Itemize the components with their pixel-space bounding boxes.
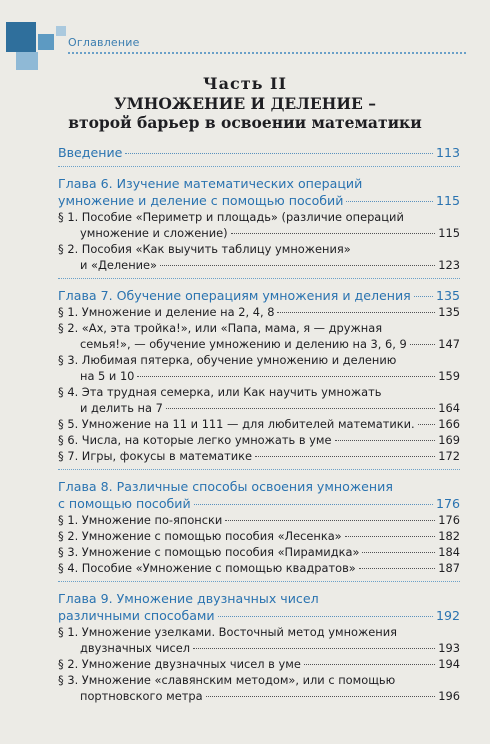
toc-entry-text: § 6. Числа, на которые легко умножать в уме	[58, 433, 332, 447]
running-header: Оглавление	[68, 36, 140, 49]
dot-leader	[418, 424, 435, 425]
toc-entry-text: § 1. Умножение и деление на 2, 4, 8	[58, 305, 275, 319]
toc-entry-text: двузначных чисел	[80, 641, 191, 655]
toc-chapter-entry[interactable]	[58, 287, 460, 304]
table-of-contents	[58, 144, 460, 704]
toc-entry-text: Глава 7. Обучение операциям умножения и деления	[58, 288, 411, 303]
part-number: Часть II	[202, 74, 288, 93]
toc-entry-line	[58, 432, 460, 448]
toc-section-entry[interactable]	[58, 304, 460, 320]
toc-entry-text: Глава 8. Различные способы освоения умножения	[58, 479, 393, 494]
toc-entry-text: умножение и сложение)	[80, 226, 228, 240]
page-number: 135	[438, 305, 460, 319]
toc-entry-text: § 5. Умножение на 11 и 111 — для любителей математики.	[58, 417, 415, 431]
page-number: 196	[438, 689, 460, 703]
toc-entry-text: с помощью пособий	[58, 496, 191, 511]
dot-leader	[359, 568, 435, 569]
part-title-line2: второй барьер в освоении математики	[68, 113, 422, 132]
toc-entry-line	[58, 528, 460, 544]
page-number: 115	[438, 226, 460, 240]
toc-entry-line	[58, 400, 460, 416]
toc-section-entry[interactable]	[58, 448, 460, 464]
dot-leader	[345, 536, 435, 537]
page-number: 172	[438, 449, 460, 463]
toc-chapter-entry[interactable]	[58, 478, 460, 512]
toc-section-entry[interactable]	[58, 384, 460, 416]
page-number: 159	[438, 369, 460, 383]
toc-entry-line	[58, 448, 460, 464]
page-number: 176	[438, 513, 460, 527]
toc-entry-line	[58, 512, 460, 528]
dot-leader	[125, 153, 433, 154]
dot-leader	[206, 696, 435, 697]
dot-leader	[160, 265, 435, 266]
chapter-separator	[58, 469, 460, 470]
dot-leader	[137, 376, 435, 377]
toc-entry-text: § 1. Пособие «Периметр и площадь» (различие операций	[58, 210, 404, 224]
page-number: 135	[435, 288, 460, 303]
dot-leader	[218, 616, 433, 617]
page-number: 113	[435, 145, 460, 160]
toc-entry-text: § 2. «Ах, эта тройка!», или «Папа, мама, я — дружная	[58, 321, 383, 335]
chapter-separator	[58, 166, 460, 167]
toc-section-entry[interactable]	[58, 416, 460, 432]
toc-entry-text: § 4. Эта трудная семерка, или Как научить умножать	[58, 385, 382, 399]
toc-entry-line	[58, 495, 460, 512]
page-number: 193	[438, 641, 460, 655]
toc-entry-text: на 5 и 10	[80, 369, 135, 383]
page-number: 184	[438, 545, 460, 559]
dot-leader	[410, 344, 435, 345]
header-dotted-rule	[68, 52, 466, 54]
toc-section-entry[interactable]	[58, 320, 460, 352]
page-number: 194	[438, 657, 460, 671]
toc-entry-line	[58, 560, 460, 576]
toc-entry-text: § 3. Умножение с помощью пособия «Пирамидка»	[58, 545, 360, 559]
header-square-decoration	[6, 22, 36, 52]
toc-entry-text: § 2. Умножение двузначных чисел в уме	[58, 657, 301, 671]
toc-section-entry[interactable]	[58, 209, 460, 241]
toc-entry-line	[58, 688, 460, 704]
page-number: 176	[435, 496, 460, 511]
toc-entry-text: § 7. Игры, фокусы в математике	[58, 449, 253, 463]
dot-leader	[335, 440, 435, 441]
toc-entry-line	[58, 192, 460, 209]
toc-entry-title: Введение	[58, 145, 123, 160]
page-number: 192	[435, 608, 460, 623]
part-title-line1: УМНОЖЕНИЕ И ДЕЛЕНИЕ –	[114, 94, 376, 113]
toc-section-entry[interactable]	[58, 432, 460, 448]
toc-entry-text: Глава 6. Изучение математических операций	[58, 176, 363, 191]
dot-leader	[231, 233, 435, 234]
toc-entry-text: портновского метра	[80, 689, 203, 703]
toc-section-entry[interactable]	[58, 624, 460, 656]
toc-entry-line	[58, 416, 460, 432]
page-number: 182	[438, 529, 460, 543]
toc-section-entry[interactable]	[58, 656, 460, 672]
toc-intro-entry[interactable]	[58, 144, 460, 161]
page-number: 164	[438, 401, 460, 415]
toc-entry-text: семья!», — обучение умножению и делению на 3, 6, 9	[80, 337, 407, 351]
header-square-decoration	[38, 34, 54, 50]
toc-entry-line	[58, 304, 460, 320]
chapter-separator	[58, 278, 460, 279]
page-number: 166	[438, 417, 460, 431]
dot-leader	[225, 520, 435, 521]
toc-entry-text: § 3. Умножение «славянским методом», или с помощью	[58, 673, 396, 687]
page-number: 123	[438, 258, 460, 272]
toc-section-entry[interactable]	[58, 560, 460, 576]
toc-entry-text: § 4. Пособие «Умножение с помощью квадратов»	[58, 561, 356, 575]
dot-leader	[193, 648, 435, 649]
toc-entry-text: § 1. Умножение по-японски	[58, 513, 223, 527]
toc-entry-text: Глава 9. Умножение двузначных чисел	[58, 591, 319, 606]
toc-entry-line	[58, 640, 460, 656]
toc-entry-text: § 1. Умножение узелками. Восточный метод умножения	[58, 625, 397, 639]
header-square-decoration	[16, 52, 38, 70]
toc-entry-text: различными способами	[58, 608, 215, 623]
toc-entry-line	[58, 607, 460, 624]
chapter-separator	[58, 581, 460, 582]
dot-leader	[304, 664, 435, 665]
toc-entry-text: § 2. Пособия «Как выучить таблицу умножения»	[58, 242, 351, 256]
dot-leader	[277, 312, 435, 313]
toc-chapter-entry[interactable]	[58, 175, 460, 209]
toc-entry-line	[58, 656, 460, 672]
dot-leader	[346, 201, 433, 202]
toc-entry-line	[58, 287, 460, 304]
page-number: 147	[438, 337, 460, 351]
toc-entry-line	[58, 368, 460, 384]
toc-entry-line	[58, 225, 460, 241]
page-number: 187	[438, 561, 460, 575]
toc-entry-text: и делить на 7	[80, 401, 163, 415]
toc-section-entry[interactable]	[58, 241, 460, 273]
page-number: 115	[435, 193, 460, 208]
toc-section-entry[interactable]	[58, 528, 460, 544]
toc-chapter-entry[interactable]	[58, 590, 460, 624]
toc-section-entry[interactable]	[58, 352, 460, 384]
toc-entry-text: § 2. Умножение с помощью пособия «Лесенка»	[58, 529, 342, 543]
dot-leader	[194, 504, 433, 505]
toc-entry-text: умножение и деление с помощью пособий	[58, 193, 344, 208]
dot-leader	[255, 456, 435, 457]
toc-entry-line	[58, 544, 460, 560]
toc-section-entry[interactable]	[58, 544, 460, 560]
toc-entry-line	[58, 336, 460, 352]
toc-entry-text: § 3. Любимая пятерка, обучение умножению и делению	[58, 353, 397, 367]
dot-leader	[166, 408, 435, 409]
toc-entry-line	[58, 257, 460, 273]
page-number: 169	[438, 433, 460, 447]
toc-section-entry[interactable]	[58, 512, 460, 528]
toc-section-entry[interactable]	[58, 672, 460, 704]
toc-entry-text: и «Деление»	[80, 258, 158, 272]
dot-leader	[362, 552, 435, 553]
dot-leader	[414, 296, 433, 297]
header-square-decoration	[56, 26, 66, 36]
